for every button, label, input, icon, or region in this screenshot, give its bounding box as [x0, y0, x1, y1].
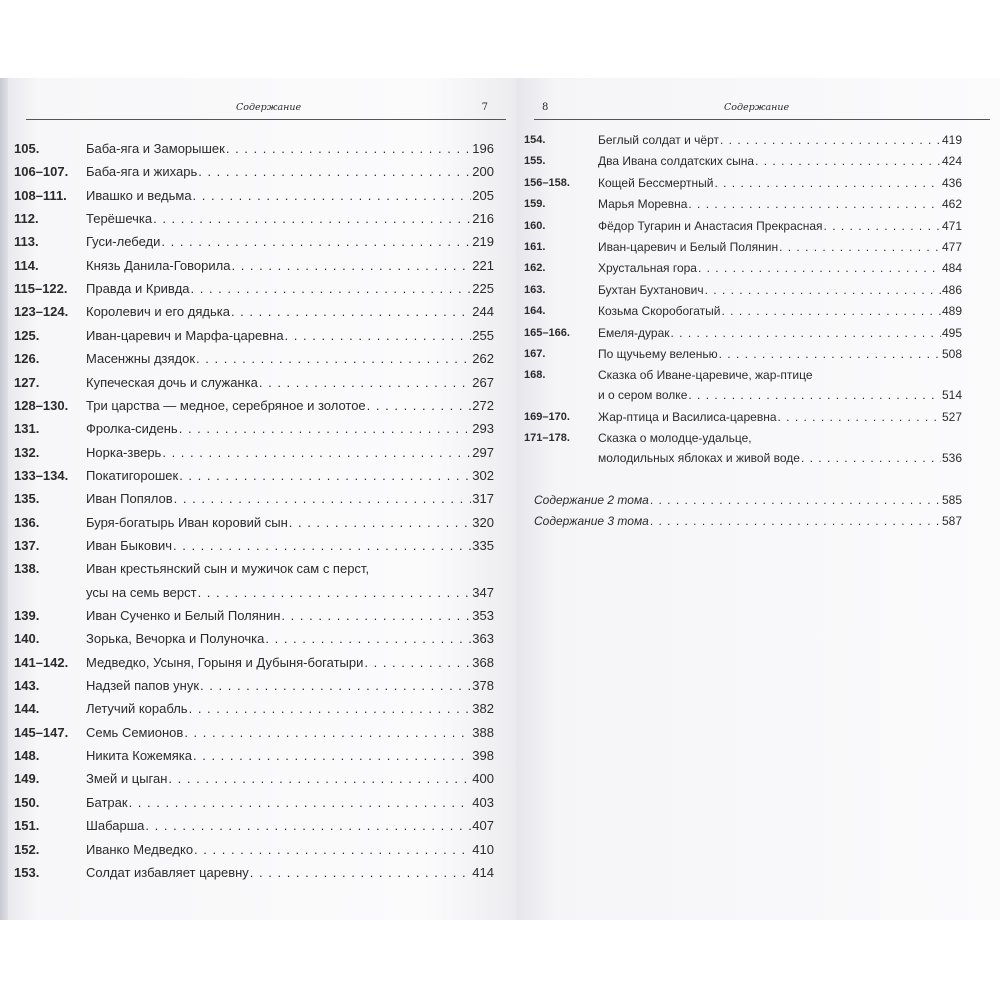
- entry-title-line: [86, 514, 494, 532]
- entry-title-line: [598, 345, 962, 363]
- entry-title-line: [598, 281, 962, 299]
- dot-leader: [179, 420, 472, 438]
- entry-title-line: [86, 163, 494, 181]
- entry-title: Баба-яга и Заморышек: [86, 141, 225, 156]
- header-rule: [534, 119, 990, 120]
- dot-leader: [671, 324, 941, 342]
- entry-title-line: [86, 794, 494, 812]
- entry-page: 495: [941, 325, 962, 340]
- entry-title-line: [86, 841, 494, 859]
- entry-page: 368: [472, 654, 494, 670]
- entry-number: 165–166.: [524, 326, 570, 339]
- dot-leader: [198, 163, 471, 181]
- dot-leader: [714, 174, 941, 192]
- entry-number: 128–130.: [14, 397, 69, 413]
- dot-leader: [189, 700, 472, 718]
- dot-leader: [367, 397, 472, 415]
- entry-title: Масенжны дзядок: [86, 351, 196, 367]
- entry-page: 514: [941, 388, 962, 403]
- entry-title-line: [86, 467, 494, 485]
- entry-title: Иван-царевич и Марфа-царевна: [86, 327, 284, 343]
- entry-number: 140.: [14, 631, 40, 647]
- dot-leader: [824, 217, 941, 235]
- entry-number: 152.: [14, 841, 40, 857]
- entry-title-line: [598, 238, 962, 256]
- book-spread: [0, 78, 1000, 920]
- dot-leader: [184, 724, 471, 742]
- entry-number: 123–124.: [14, 304, 69, 320]
- entry-number: 148.: [14, 748, 40, 764]
- entry-title: Купеческая дочь и служанка: [86, 374, 258, 390]
- entry-title: Зорька, Вечорка и Полуночка: [86, 631, 265, 647]
- entry-number: 151.: [14, 818, 40, 834]
- entry-number: 132.: [14, 444, 40, 460]
- entry-page: 363: [472, 631, 494, 647]
- entry-title-line: [86, 210, 494, 228]
- entry-page: 297: [472, 444, 494, 460]
- dot-leader: [285, 327, 472, 345]
- entry-title: Иван Быкович: [86, 537, 173, 553]
- entry-page: 219: [472, 234, 494, 250]
- entry-title: Жар-птица и Василиса-царевна: [598, 409, 777, 424]
- entry-title: Сказка об Иване-царевиче, жар-птице: [598, 368, 813, 383]
- entry-page: 489: [941, 304, 962, 319]
- entry-number: 108–111.: [14, 187, 67, 203]
- entry-number: 149.: [14, 771, 40, 787]
- entry-page: 205: [472, 187, 494, 203]
- entry-number: 143.: [14, 678, 40, 694]
- entry-number: 163.: [524, 283, 546, 296]
- entry-number: 139.: [14, 608, 40, 623]
- dot-leader: [364, 654, 471, 672]
- entry-title-line: [534, 491, 962, 509]
- entry-number: 106–107.: [14, 164, 69, 180]
- entry-title: Три царства — медное, серебряное и золотое: [86, 397, 366, 413]
- dot-leader: [722, 302, 941, 320]
- entry-title-line: [598, 217, 962, 235]
- entry-number: 112.: [14, 211, 39, 227]
- entry-page: 424: [941, 154, 962, 169]
- entry-number: 135.: [14, 491, 40, 507]
- entry-title: Никита Кожемяка: [86, 748, 193, 764]
- entry-title: Медведко, Усыня, Горыня и Дубыня-богатыри: [86, 654, 364, 670]
- dot-leader: [650, 491, 941, 509]
- entry-title: Содержание 2 тома: [534, 493, 649, 507]
- entry-page: 587: [941, 514, 962, 528]
- header-title: Содержание: [236, 102, 302, 113]
- entry-page: 225: [472, 281, 494, 297]
- entry-title-line: [598, 195, 962, 213]
- entry-title: Содержание 3 тома: [534, 514, 649, 528]
- entry-title-line: [86, 864, 494, 882]
- entry-number: 168.: [524, 369, 546, 382]
- entry-title-line: [86, 233, 494, 251]
- entry-title-line: [86, 350, 494, 368]
- entry-page: 200: [472, 164, 494, 180]
- entry-page: 378: [472, 678, 494, 694]
- entry-title-continued: молодильных яблоках и живой воде: [598, 451, 800, 466]
- entry-number: 136.: [14, 514, 40, 530]
- dot-leader: [200, 677, 471, 695]
- dot-leader: [198, 584, 472, 602]
- entry-page: 484: [941, 261, 962, 276]
- entry-title: Фролка-сидень: [86, 421, 178, 437]
- entry-title-line: [86, 724, 494, 742]
- entry-number: 155.: [524, 155, 546, 168]
- entry-title-line: [86, 630, 494, 648]
- dot-leader: [779, 238, 941, 256]
- entry-title-line: [86, 444, 494, 462]
- entry-title-line: [598, 324, 962, 342]
- entry-title-line: [598, 259, 962, 277]
- dot-leader: [173, 537, 471, 555]
- dot-leader: [688, 386, 941, 404]
- entry-title-line: [598, 131, 962, 149]
- entry-number: 133–134.: [14, 467, 69, 483]
- entry-title-line: [86, 420, 494, 438]
- running-header: [26, 102, 506, 118]
- entry-page: 302: [472, 467, 494, 483]
- entry-page: 196: [472, 141, 494, 156]
- entry-title-line: [598, 449, 962, 467]
- entry-number: 127.: [14, 374, 40, 390]
- entry-number: 115–122.: [14, 281, 68, 297]
- entry-title: Баба-яга и жихарь: [86, 164, 198, 180]
- entry-title-line: [598, 174, 962, 192]
- entry-page: 320: [472, 514, 494, 530]
- entry-title-line: [598, 152, 962, 170]
- entry-page: 403: [472, 794, 494, 810]
- entry-title-line: [86, 397, 494, 415]
- entry-number: 171–178.: [524, 432, 570, 445]
- entry-page: 221: [472, 257, 494, 273]
- entry-title: Козьма Скоробогатый: [598, 304, 721, 319]
- entry-page: 414: [472, 864, 494, 880]
- entry-number: 125.: [14, 327, 40, 343]
- entry-number: 159.: [524, 198, 546, 211]
- entry-title-line: [534, 512, 962, 530]
- entry-page: 400: [472, 771, 494, 787]
- entry-title-line: [598, 386, 962, 404]
- entry-title: Марья Моревна: [598, 197, 688, 212]
- entry-title: Иван крестьянский сын и мужичок сам с перст,: [86, 561, 370, 577]
- entry-number: 131.: [14, 421, 40, 437]
- entry-number: 150.: [14, 794, 40, 810]
- entry-title-line: [86, 537, 494, 555]
- entry-title: По щучьему веленью: [598, 347, 718, 361]
- right-page: [516, 78, 1000, 920]
- page-number: 8: [542, 102, 549, 113]
- dot-leader: [174, 490, 472, 508]
- entry-page: 536: [941, 451, 962, 466]
- entry-title-line: [86, 280, 494, 298]
- entry-title: Кощей Бессмертный: [598, 175, 714, 190]
- entry-page: 293: [472, 421, 494, 437]
- dot-leader: [688, 195, 941, 213]
- entry-title-line: [86, 374, 494, 392]
- entry-title: Фёдор Тугарин и Анастасия Прекрасная: [598, 218, 823, 233]
- entry-title-line: [86, 140, 494, 158]
- entry-page: 262: [472, 351, 494, 367]
- entry-number: 167.: [524, 348, 546, 360]
- entry-page: 508: [941, 347, 962, 361]
- dot-leader: [162, 444, 471, 462]
- entry-title-line: [86, 700, 494, 718]
- entry-page: 382: [472, 701, 494, 717]
- dot-leader: [289, 514, 472, 532]
- entry-page: 436: [941, 175, 962, 190]
- dot-leader: [705, 281, 941, 299]
- entry-title-line: [86, 560, 494, 578]
- entry-number: 164.: [524, 305, 546, 318]
- dot-leader: [231, 257, 471, 275]
- entry-title-line: [86, 257, 494, 275]
- dot-leader: [196, 350, 471, 368]
- entry-title-continued: усы на семь верст: [86, 584, 197, 600]
- entry-title: Семь Семионов: [86, 724, 184, 740]
- entry-title: Ивашко и ведьма: [86, 187, 192, 203]
- dot-leader: [226, 140, 471, 158]
- entry-title-line: [86, 490, 494, 508]
- entry-title: Иван Попялов: [86, 491, 173, 507]
- dot-leader: [193, 187, 472, 205]
- entry-number: 144.: [14, 701, 40, 717]
- entry-page: 398: [472, 748, 494, 764]
- entry-page: 410: [472, 841, 494, 857]
- entry-title-line: [86, 303, 494, 321]
- entry-page: 244: [472, 304, 494, 320]
- entry-title: Терёшечка: [86, 211, 153, 227]
- entry-title-line: [86, 187, 494, 205]
- entry-number: 145–147.: [14, 724, 69, 740]
- dot-leader: [191, 280, 472, 298]
- dot-leader: [265, 630, 471, 648]
- entry-page: 486: [941, 282, 962, 297]
- entry-title-continued: и о сером волке: [598, 388, 688, 403]
- entry-title: Князь Данила-Говорила: [86, 257, 231, 273]
- dot-leader: [168, 770, 471, 788]
- entry-title-line: [86, 817, 494, 835]
- entry-page: 477: [941, 240, 962, 254]
- entry-number: 160.: [524, 219, 546, 232]
- entry-number: 137.: [14, 537, 40, 553]
- running-header: [534, 102, 990, 118]
- entry-page: 335: [472, 537, 494, 553]
- entry-title-line: [598, 429, 962, 447]
- entry-page: 317: [472, 491, 494, 507]
- entry-title-line: [86, 770, 494, 788]
- entry-title: Иванко Медведко: [86, 841, 194, 857]
- page-number: 7: [481, 102, 488, 113]
- entry-number: 113.: [14, 234, 39, 250]
- header-rule: [26, 119, 506, 120]
- entry-title: Солдат избавляет царевну: [86, 864, 249, 880]
- entry-title: Змей и цыган: [86, 771, 168, 787]
- entry-number: 105.: [14, 141, 40, 156]
- entry-number: 114.: [14, 257, 39, 273]
- entry-number: 126.: [14, 351, 40, 367]
- entry-number: 161.: [524, 241, 546, 253]
- entry-page: 216: [472, 211, 494, 227]
- entry-title: Сказка о молодце-удальце,: [598, 431, 752, 446]
- entry-number: 169–170.: [524, 410, 570, 423]
- dot-leader: [778, 408, 941, 426]
- entry-title-line: [86, 747, 494, 765]
- entry-title: Норка-зверь: [86, 444, 162, 460]
- entry-title: Хрустальная гора: [598, 261, 697, 276]
- entry-page: 462: [941, 197, 962, 212]
- dot-leader: [250, 864, 472, 882]
- dot-leader: [129, 794, 472, 812]
- entry-title-line: [86, 607, 494, 625]
- entry-page: 388: [472, 724, 494, 740]
- dot-leader: [179, 467, 471, 485]
- entry-title-line: [598, 408, 962, 426]
- dot-leader: [698, 259, 941, 277]
- entry-title: Правда и Кривда: [86, 281, 190, 297]
- dot-leader: [231, 303, 471, 321]
- entry-page: 419: [941, 133, 962, 147]
- dot-leader: [194, 841, 471, 859]
- entry-number: 141–142.: [14, 654, 69, 670]
- entry-number: 154.: [524, 134, 546, 146]
- entry-title: Гуси-лебеди: [86, 234, 161, 250]
- entry-title: Емеля-дурак: [598, 325, 670, 340]
- entry-page: 347: [472, 584, 494, 600]
- dot-leader: [161, 233, 471, 251]
- entry-page: 471: [941, 218, 962, 233]
- entry-title: Батрак: [86, 794, 128, 810]
- entry-title-line: [598, 302, 962, 320]
- dot-leader: [650, 512, 941, 530]
- header-title: Содержание: [724, 102, 790, 113]
- entry-number: 138.: [14, 561, 40, 577]
- entry-number: 156–158.: [524, 176, 570, 189]
- entry-page: 527: [941, 409, 962, 424]
- left-page: [8, 78, 516, 920]
- entry-title-line: [86, 677, 494, 695]
- entry-page: 353: [472, 608, 494, 623]
- entry-page: 585: [941, 493, 962, 507]
- entry-page: 407: [472, 818, 494, 834]
- dot-leader: [801, 449, 941, 467]
- entry-title: Иван-царевич и Белый Полянин: [598, 240, 779, 254]
- entry-title: Шабарша: [86, 818, 145, 834]
- dot-leader: [259, 374, 471, 392]
- entry-page: 272: [472, 397, 494, 413]
- entry-title: Бухтан Бухтанович: [598, 282, 704, 297]
- entry-title: Буря-богатырь Иван коровий сын: [86, 514, 288, 530]
- entry-number: 162.: [524, 262, 546, 275]
- entry-title: Иван Сученко и Белый Полянин: [86, 608, 281, 623]
- dot-leader: [145, 817, 471, 835]
- dot-leader: [193, 747, 471, 765]
- entry-page: 267: [472, 374, 494, 390]
- entry-title: Два Ивана солдатских сына: [598, 154, 755, 169]
- entry-title: Надзей папов унук: [86, 678, 200, 694]
- dot-leader: [755, 152, 941, 170]
- entry-title-line: [86, 584, 494, 602]
- dot-leader: [719, 345, 941, 363]
- dot-leader: [720, 131, 941, 149]
- entry-page: 255: [472, 327, 494, 343]
- dot-leader: [153, 210, 471, 228]
- entry-title: Беглый солдат и чёрт: [598, 133, 719, 147]
- entry-title: Летучий корабль: [86, 701, 188, 717]
- entry-title-line: [598, 366, 962, 384]
- entry-title-line: [86, 327, 494, 345]
- dot-leader: [281, 607, 471, 625]
- entry-title: Покатигорошек: [86, 467, 179, 483]
- entry-title: Королевич и его дядька: [86, 304, 230, 320]
- entry-number: 153.: [14, 864, 40, 880]
- entry-title-line: [86, 654, 494, 672]
